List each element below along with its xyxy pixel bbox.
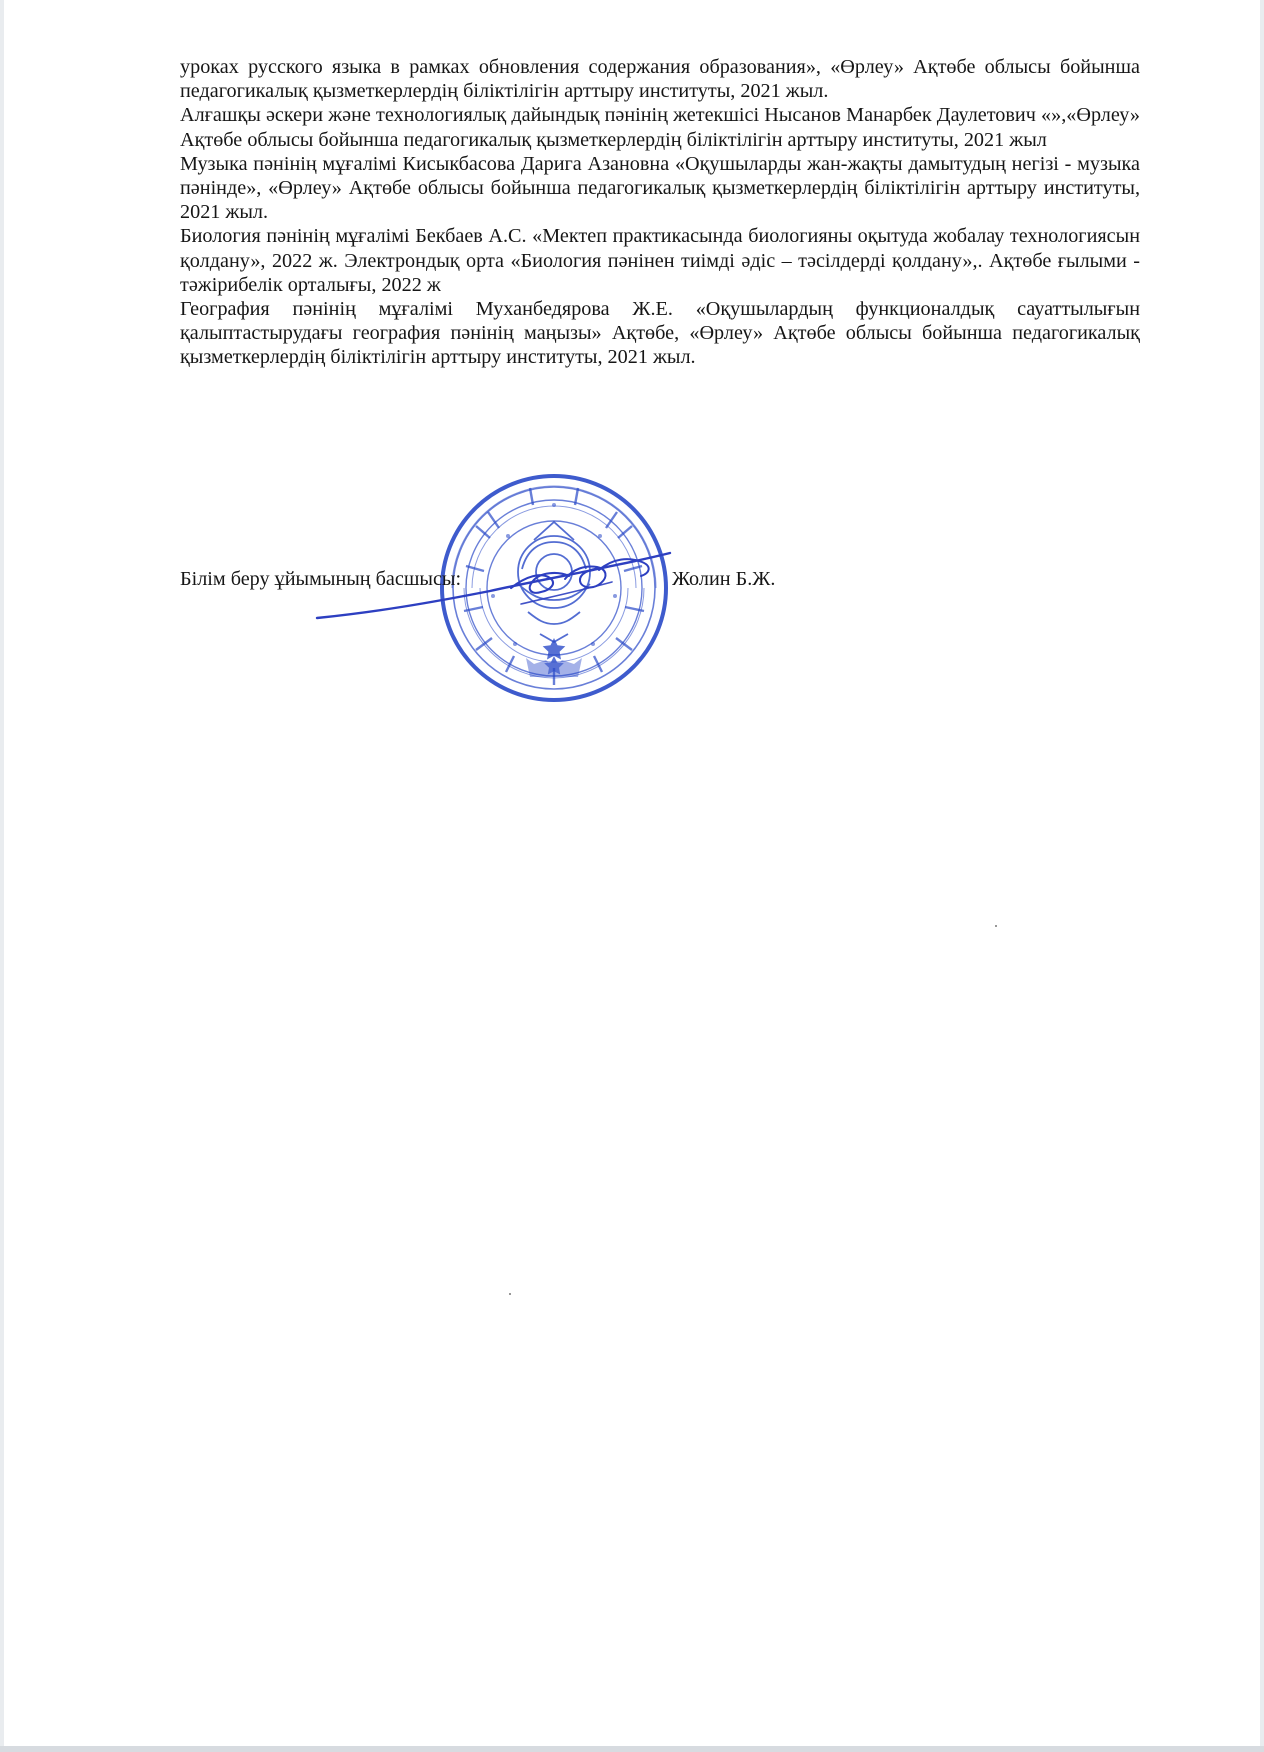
- paragraph-5: География пәнінің мұғалімі Муханбедярова Ж.Е. «Оқушылардың функционалдық сауаттылығын қалыптастырудағы география пәнінің маңызы» Ақтөбе, «Өрлеу» Ақтөбе облысы бойынша педагогикалық қызметкерлердің біліктілігін арттыру институты, 2021 жыл.: [180, 298, 1140, 369]
- page-right-edge: [1260, 0, 1264, 1752]
- scan-speck: [509, 1293, 511, 1295]
- signature-block: [180, 567, 820, 597]
- document-body: [180, 55, 1140, 370]
- paragraph-1: уроках русского языка в рамках обновления содержания образования», «Өрлеу» Ақтөбе облысы бойынша педагогикалық қызметкерлердің біліктілігін арттыру институты, 2021 жыл.: [180, 56, 1140, 103]
- scan-speck: [995, 925, 997, 927]
- signatory-role-label: Білім беру ұйымының басшысы:: [180, 568, 462, 590]
- page-left-edge: [0, 0, 4, 1752]
- paragraph-2: Алғашқы әскери және технологиялық дайындық пәнінің жетекшісі Нысанов Манарбек Даулетович «»,«Өрлеу» Ақтөбе облысы бойынша педагогикалық қызметкерлердің біліктілігін арттыру институты, 2021 жыл: [180, 104, 1140, 151]
- paragraph-4: Биология пәнінің мұғалімі Бекбаев А.С. «Мектеп практикасында биологияны оқытуда жобалау технологиясын қолдану», 2022 ж. Электрондық орта «Биология пәнінен тиімді әдіс – тәсілдерді қолдану»,. Ақтөбе ғылыми - тәжірибелік орталығы, 2022 ж: [180, 225, 1140, 296]
- paragraph-3: Музыка пәнінің мұғалімі Кисыкбасова Дарига Азановна «Оқушыларды жан-жақты дамытудың негізі - музыка пәнінде», «Өрлеу» Ақтөбе облысы бойынша педагогикалық қызметкерлердің біліктілігін арттыру институты, 2021 жыл.: [180, 152, 1140, 224]
- scan-bottom-edge: [0, 1746, 1264, 1752]
- signatory-name: Жолин Б.Ж.: [672, 568, 776, 590]
